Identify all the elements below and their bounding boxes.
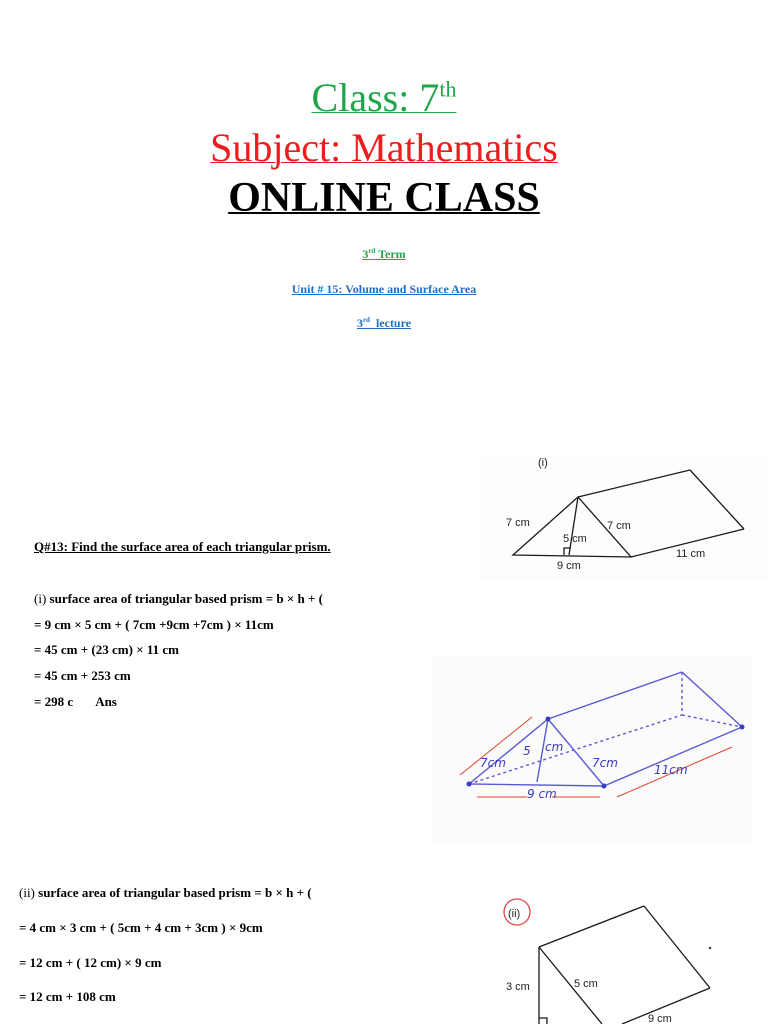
- lecture-text: lecture: [369, 316, 412, 330]
- term-text: Term: [375, 247, 406, 261]
- part2-step2: = 12 cm + ( 12 cm) × 9 cm: [19, 955, 162, 970]
- part2-step1: = 4 cm × 3 cm + ( 5cm + 4 cm + 3cm ) × 9cm: [19, 920, 263, 935]
- part1-step3: = 45 cm + 253 cm: [34, 668, 131, 683]
- part2-prefix: (ii): [19, 885, 35, 900]
- part1-formula-line: [34, 591, 323, 607]
- prism-sketch: [432, 657, 752, 842]
- fig1-side-left: 7 cm: [506, 517, 530, 529]
- part1-step2: = 45 cm + (23 cm) × 11 cm: [34, 642, 179, 657]
- class-label: Class: 7: [311, 75, 440, 120]
- fig1-length: 11 cm: [676, 548, 706, 560]
- fig2-height: 5: [523, 744, 531, 758]
- fig2-length: 11cm: [654, 763, 688, 777]
- online-class-heading: ONLINE CLASS: [228, 175, 540, 221]
- part1-prefix: (i): [34, 591, 47, 606]
- prism-figure-i: [480, 455, 768, 580]
- term-superscript: rd: [368, 247, 376, 255]
- class-superscript: th: [439, 76, 457, 102]
- fig2-side-right: 7cm: [592, 756, 618, 770]
- term-number: 3: [362, 247, 369, 261]
- fig3-slant: 5 cm: [574, 978, 598, 990]
- unit-link[interactable]: Unit # 15: Volume and Surface Area: [291, 282, 477, 296]
- fig2-side-left: 7cm: [480, 756, 506, 770]
- question-title: Q#13: Find the surface area of each triangular prism.: [34, 539, 331, 554]
- part1-formula: surface area of triangular based prism = b × h + (: [46, 591, 323, 606]
- part1-ans: Ans: [95, 694, 117, 709]
- fig1-label: (i): [538, 457, 548, 469]
- fig3-label: (ii): [508, 908, 521, 920]
- lecture-link[interactable]: [0, 316, 768, 331]
- subject-heading: Subject: Mathematics: [210, 125, 558, 170]
- term-line: [0, 247, 768, 262]
- part2-step3: = 12 cm + 108 cm: [19, 989, 116, 1004]
- part2-formula: surface area of triangular based prism = b × h + (: [34, 885, 312, 900]
- class-heading: [0, 74, 768, 121]
- part2-formula-line: [19, 885, 312, 901]
- fig1-side-right: 7 cm: [607, 520, 631, 532]
- prism-figure-ii: [492, 890, 768, 1024]
- fig3-height: 3 cm: [506, 981, 530, 993]
- lecture-number: 3: [356, 316, 363, 330]
- part1-result: = 298 c: [34, 694, 74, 709]
- fig1-base: 9 cm: [557, 560, 581, 572]
- fig3-length: 9 cm: [648, 1013, 672, 1024]
- fig2-base: 9 cm: [527, 787, 557, 801]
- fig2-height-unit: cm: [545, 740, 564, 754]
- part1-result-line: [34, 694, 117, 710]
- fig1-height: 5 cm: [563, 533, 587, 545]
- lecture-superscript: rd: [362, 316, 370, 324]
- part1-step1: = 9 cm × 5 cm + ( 7cm +9cm +7cm ) × 11cm: [34, 617, 274, 632]
